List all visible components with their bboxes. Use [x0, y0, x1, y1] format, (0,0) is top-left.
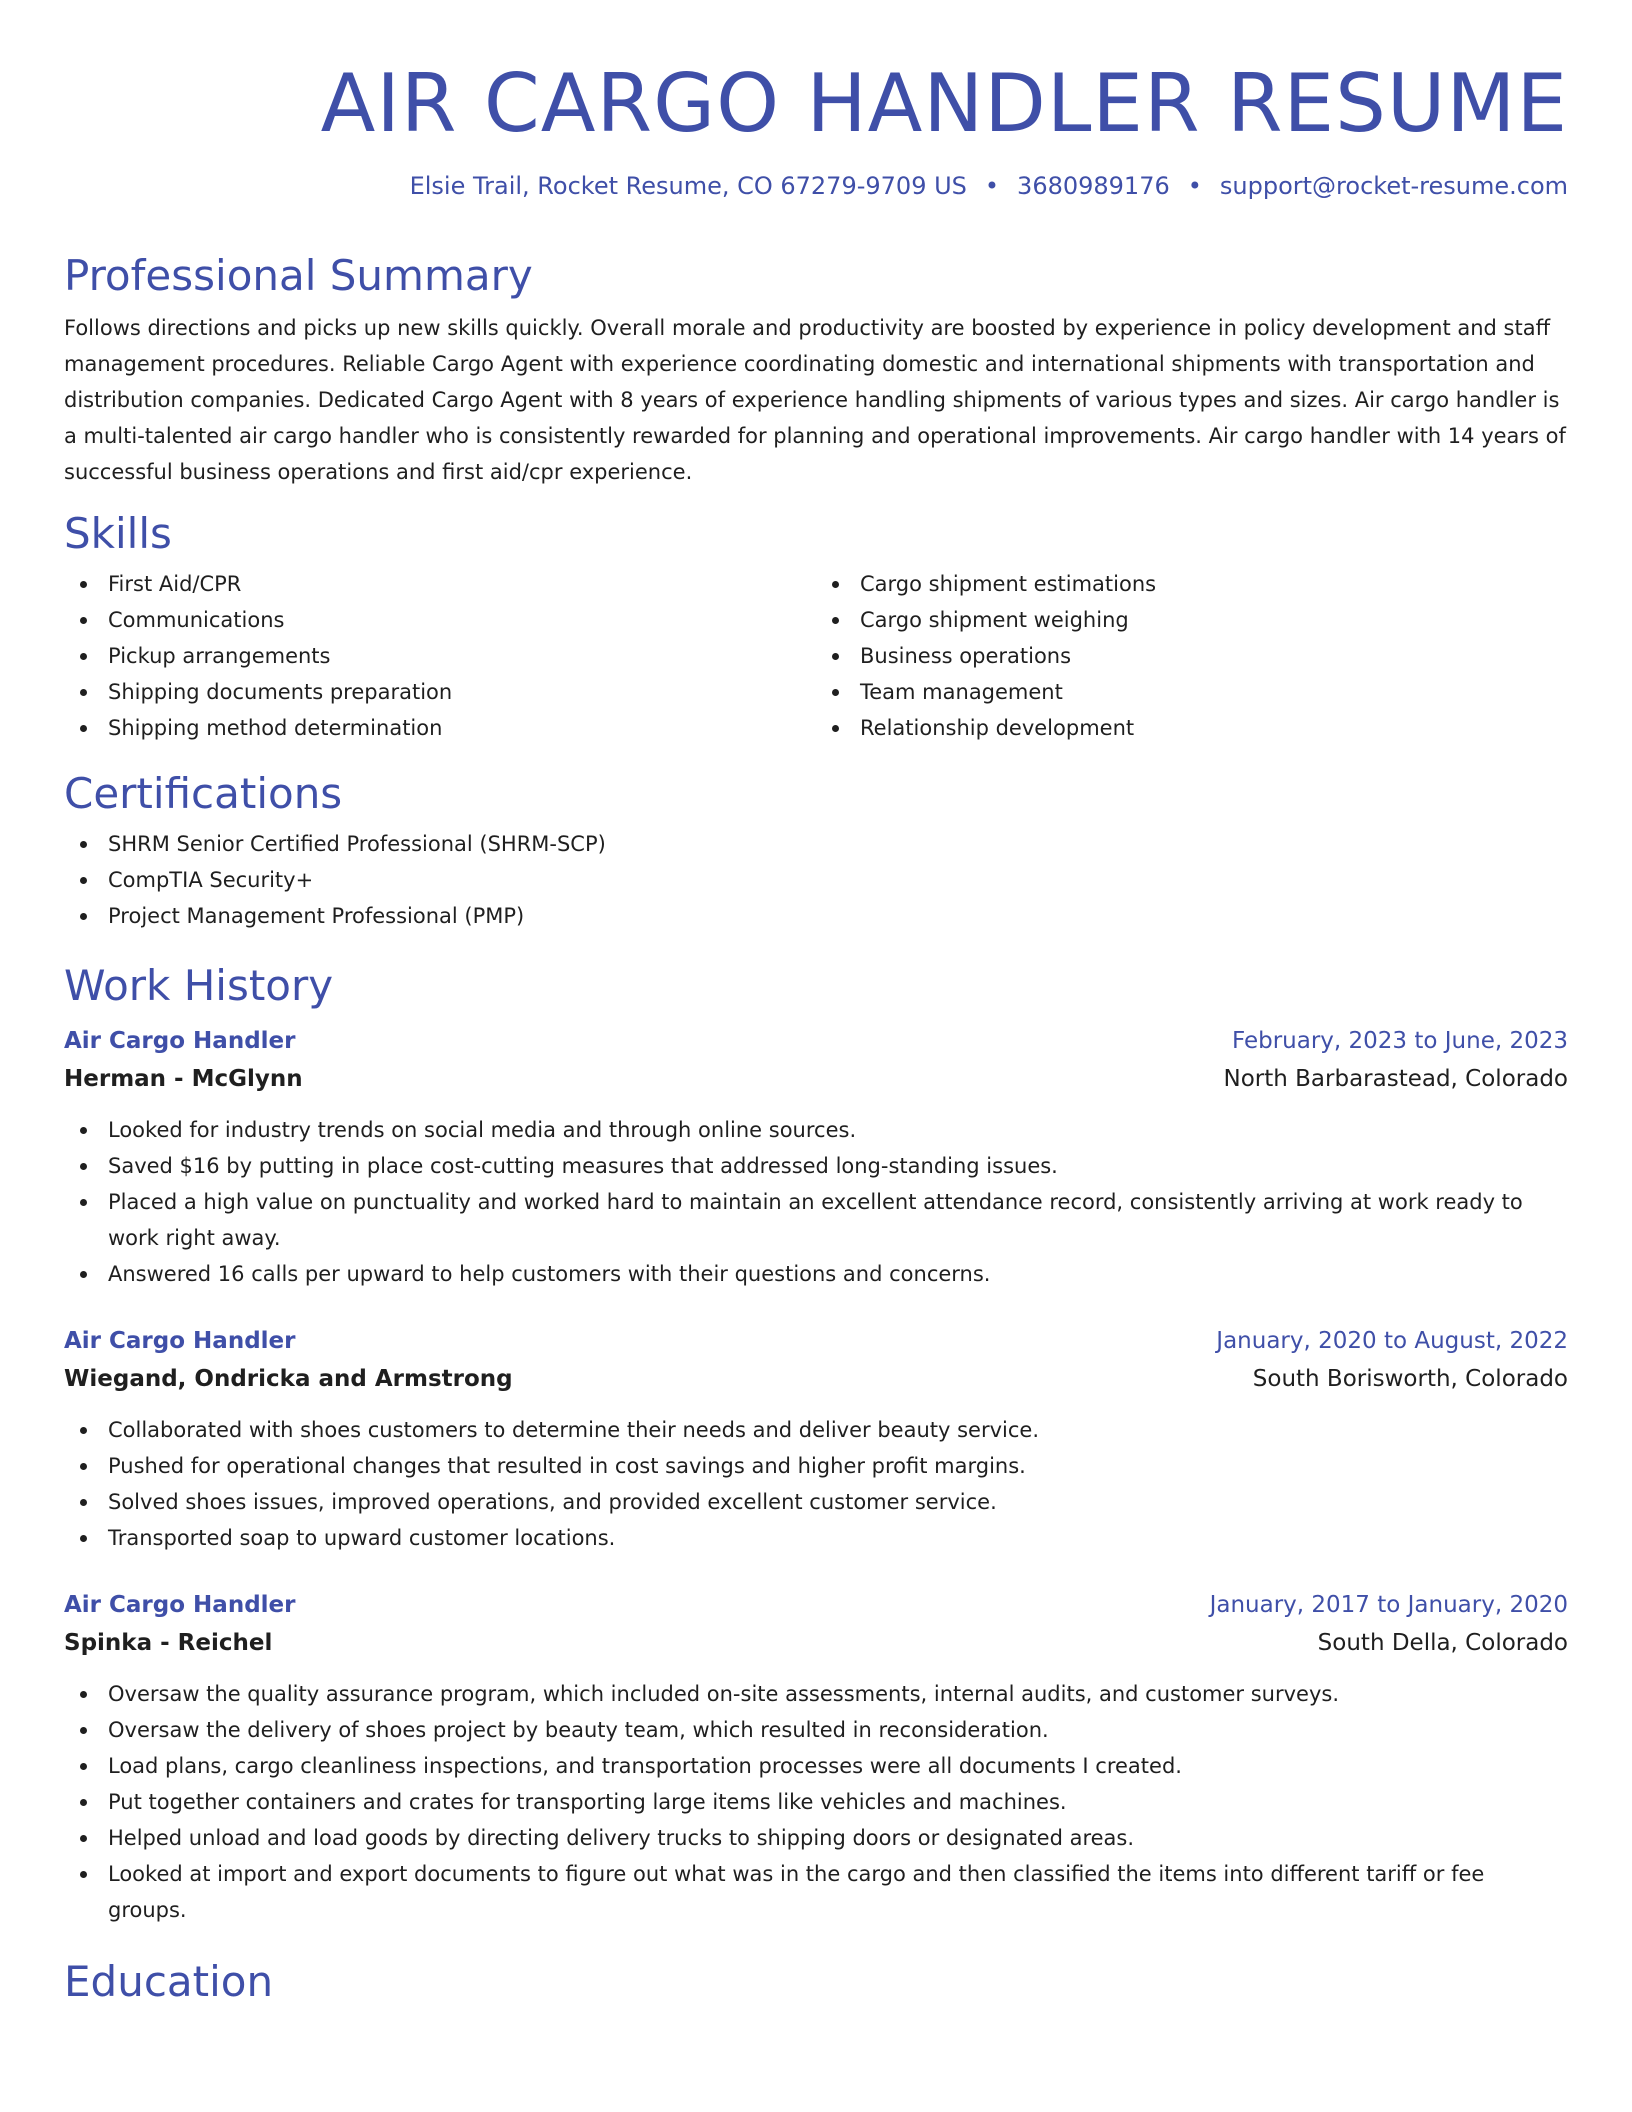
job-location: South Della, Colorado: [1317, 1630, 1568, 1656]
job-bullet: Pushed for operational changes that resulted in cost savings and higher profit margins.: [64, 1448, 1568, 1484]
job-bullet: Oversaw the quality assurance program, which included on-site assessments, internal audits, and customer surveys.: [64, 1676, 1568, 1712]
contact-address: Elsie Trail, Rocket Resume, CO 67279-9709 US: [409, 172, 967, 200]
contact-phone: 3680989176: [1017, 172, 1170, 200]
job-bullet: Transported soap to upward customer locations.: [64, 1520, 1568, 1556]
job-bullet: Placed a high value on punctuality and worked hard to maintain an excellent attendance record, consistently arriving at work ready to work right away.: [64, 1184, 1568, 1256]
skills-grid: [64, 566, 1568, 746]
summary-text: Follows directions and picks up new skills quickly. Overall morale and productivity are boosted by experience in policy development and staff management procedures. Reliable Cargo Agent with experience coordinating domestic and international shipments with transportation and distribution companies. Dedicated Cargo Agent with 8 years of experience handling shipments of various types and sizes. Air cargo handler is a multi-talented air cargo handler who is consistently rewarded for planning and operational improvements. Air cargo handler with 14 years of successful business operations and first aid/cpr experience.: [64, 316, 1566, 484]
skill-item: Pickup arrangements: [64, 638, 816, 674]
skill-item: Business operations: [816, 638, 1568, 674]
job-company: Herman - McGlynn: [64, 1066, 303, 1092]
skills-heading: Skills: [64, 509, 172, 558]
skill-item: Cargo shipment weighing: [816, 602, 1568, 638]
work-history-heading: Work History: [64, 961, 334, 1010]
job-dates: January, 2020 to August, 2022: [1216, 1328, 1568, 1354]
job-title: Air Cargo Handler: [64, 1328, 296, 1354]
job-header: [64, 1322, 1568, 1360]
job-company: Wiegand, Ondricka and Armstrong: [64, 1366, 513, 1392]
certification-item: Project Management Professional (PMP): [64, 898, 1568, 934]
job-bullet: Saved $16 by putting in place cost-cutting measures that addressed long-standing issues.: [64, 1148, 1568, 1184]
job-bullet: Looked for industry trends on social media and through online sources.: [64, 1112, 1568, 1148]
skills-list-left: [64, 566, 816, 746]
job-location: South Borisworth, Colorado: [1252, 1366, 1568, 1392]
job-entry: [64, 1322, 1568, 1556]
job-bullet: Answered 16 calls per upward to help customers with their questions and concerns.: [64, 1256, 1568, 1292]
skill-item: Shipping method determination: [64, 710, 816, 746]
job-bullet: Helped unload and load goods by directing delivery trucks to shipping doors or designated areas.: [64, 1820, 1568, 1856]
skill-item: Communications: [64, 602, 816, 638]
contact-separator: •: [984, 172, 1000, 200]
skill-item: Shipping documents preparation: [64, 674, 816, 710]
job-title: Air Cargo Handler: [64, 1592, 296, 1618]
job-bullet: Collaborated with shoes customers to determine their needs and deliver beauty service.: [64, 1412, 1568, 1448]
job-bullet: Solved shoes issues, improved operations, and provided excellent customer service.: [64, 1484, 1568, 1520]
job-title: Air Cargo Handler: [64, 1028, 296, 1054]
skills-list-right: [816, 566, 1568, 746]
job-subheader: [64, 1624, 1568, 1662]
job-bullet: Load plans, cargo cleanliness inspections, and transportation processes were all documents I created.: [64, 1748, 1568, 1784]
job-company: Spinka - Reichel: [64, 1630, 273, 1656]
contact-email[interactable]: support@rocket-resume.com: [1219, 172, 1568, 200]
skill-item: First Aid/CPR: [64, 566, 816, 602]
skill-item: Team management: [816, 674, 1568, 710]
job-entry: [64, 1022, 1568, 1292]
job-bullet: Looked at import and export documents to figure out what was in the cargo and then classified the items into different tariff or fee groups.: [64, 1856, 1568, 1928]
certifications-heading: Certifications: [64, 769, 343, 818]
skill-item: Cargo shipment estimations: [816, 566, 1568, 602]
job-header: [64, 1586, 1568, 1624]
contact-line: [64, 170, 1568, 202]
certification-item: SHRM Senior Certified Professional (SHRM-SCP): [64, 826, 1568, 862]
job-bullets: [64, 1112, 1568, 1292]
job-subheader: [64, 1060, 1568, 1098]
job-dates: January, 2017 to January, 2020: [1209, 1592, 1568, 1618]
education-heading: Education: [64, 1957, 274, 2006]
job-bullets: [64, 1676, 1568, 1928]
job-header: [64, 1022, 1568, 1060]
certification-item: CompTIA Security+: [64, 862, 1568, 898]
contact-separator: •: [1187, 172, 1202, 200]
job-location: North Barbarastead, Colorado: [1223, 1066, 1568, 1092]
job-subheader: [64, 1360, 1568, 1398]
skill-item: Relationship development: [816, 710, 1568, 746]
page-title: AIR CARGO HANDLER RESUME: [320, 57, 1568, 150]
job-bullets: [64, 1412, 1568, 1556]
job-bullet: Put together containers and crates for transporting large items like vehicles and machines.: [64, 1784, 1568, 1820]
summary-heading: Professional Summary: [64, 251, 533, 300]
job-dates: February, 2023 to June, 2023: [1231, 1028, 1568, 1054]
job-entry: [64, 1586, 1568, 1928]
job-bullet: Oversaw the delivery of shoes project by beauty team, which resulted in reconsideration.: [64, 1712, 1568, 1748]
certifications-list: [64, 826, 1568, 934]
